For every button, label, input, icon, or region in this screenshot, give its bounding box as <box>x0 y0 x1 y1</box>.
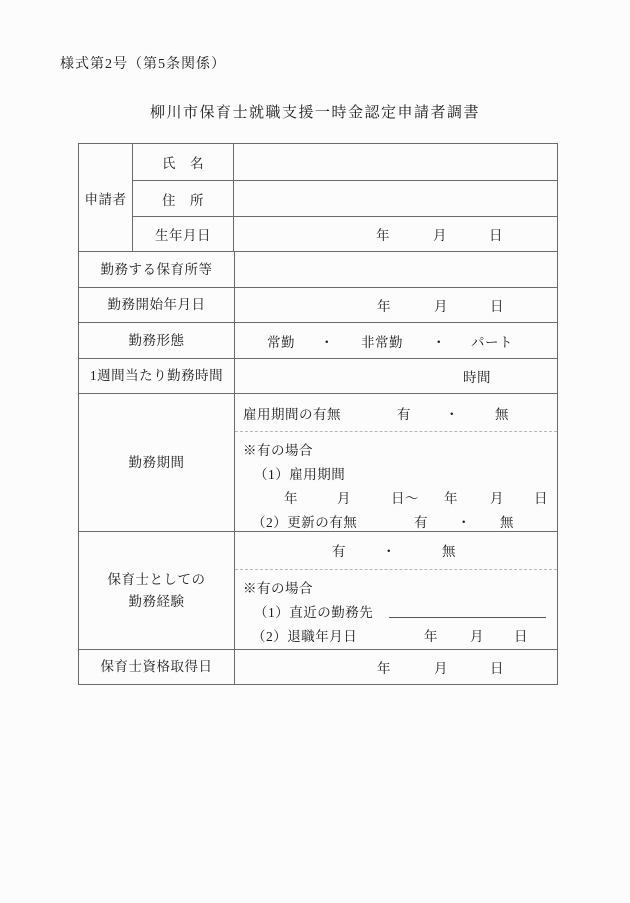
experience-detail-row <box>235 569 557 649</box>
separator-dot: ・ <box>382 544 396 560</box>
applicant-group-label: 申請者 <box>79 144 133 251</box>
period-item1-line <box>235 461 557 485</box>
weekly-hours-label: 1週間当たり勤務時間 <box>79 359 235 393</box>
no-label: 無 <box>495 406 509 422</box>
option-non-full-time: 非常勤 <box>361 334 403 350</box>
year-label: 年 <box>377 299 391 314</box>
experience-label-line2: 勤務経験 <box>128 593 185 609</box>
experience-row <box>79 531 557 649</box>
workplace-row <box>79 251 557 287</box>
experience-item2-line <box>235 623 557 647</box>
license-date-row <box>79 649 557 684</box>
weekly-hours-row <box>79 358 557 393</box>
period-item2-line <box>235 509 557 533</box>
period-date-range-line <box>235 485 557 509</box>
no-label: 無 <box>500 515 514 530</box>
name-value-cell <box>234 144 557 180</box>
day-label: 日 <box>534 491 548 506</box>
work-style-row <box>79 322 557 358</box>
birthdate-row <box>133 216 557 251</box>
month-label: 月 <box>490 491 504 506</box>
separator-dot: ・ <box>432 334 446 350</box>
address-row <box>133 180 557 216</box>
start-date-row <box>79 287 557 322</box>
form-number: 様式第2号（第5条関係） <box>60 57 226 72</box>
month-label: 月 <box>434 661 448 676</box>
yes-label: 有 <box>397 406 411 422</box>
no-label: 無 <box>442 544 456 560</box>
experience-if-yes-line <box>235 575 557 599</box>
name-row <box>133 144 557 180</box>
yes-label: 有 <box>332 544 346 560</box>
period-item1-label: （1）雇用期間 <box>254 467 346 482</box>
period-detail-cell <box>235 432 557 531</box>
birthdate-label: 生年月日 <box>133 217 234 251</box>
day-label: 日 <box>490 661 504 676</box>
year-label: 年 <box>377 661 391 676</box>
day-label: 日 <box>490 299 504 314</box>
option-part: パート <box>471 334 513 350</box>
experience-has-row <box>235 532 557 569</box>
recent-workplace-underline <box>389 616 546 618</box>
hours-unit-label: 時間 <box>463 370 491 385</box>
name-label: 氏 名 <box>133 144 234 180</box>
work-style-options-cell <box>235 323 557 358</box>
if-yes-note: ※有の場合 <box>243 580 313 596</box>
year-label: 年 <box>424 628 438 644</box>
applicant-section <box>79 144 557 251</box>
period-detail-row <box>235 431 557 531</box>
period-has-cell <box>235 394 557 431</box>
day-label: 日 <box>489 228 503 243</box>
option-full-time: 常勤 <box>267 334 295 350</box>
address-label: 住 所 <box>133 181 234 216</box>
experience-item2-label: （2）退職年月日 <box>252 628 358 644</box>
start-date-label: 勤務開始年月日 <box>79 288 235 322</box>
month-label: 月 <box>470 628 484 644</box>
if-yes-note: ※有の場合 <box>243 443 313 458</box>
workplace-label: 勤務する保育所等 <box>79 252 235 287</box>
yes-label: 有 <box>414 515 428 530</box>
birthdate-value-cell <box>234 217 557 251</box>
weekly-hours-value-cell <box>235 359 557 393</box>
start-date-value-cell <box>235 288 557 322</box>
year-label: 年 <box>284 491 298 506</box>
experience-label <box>79 532 235 649</box>
workplace-value-cell <box>235 252 557 287</box>
separator-dot: ・ <box>445 406 459 422</box>
experience-detail-cell <box>235 570 557 649</box>
year-label: 年 <box>376 228 390 243</box>
month-label: 月 <box>434 299 448 314</box>
form-table <box>78 143 558 685</box>
address-value-cell <box>234 181 557 216</box>
page-title: 柳川市保育士就職支援一時金認定申請者調書 <box>149 105 480 121</box>
day-label: 日 <box>514 628 528 644</box>
separator-dot: ・ <box>457 515 471 530</box>
year-label: 年 <box>444 491 458 506</box>
employment-period-label: 勤務期間 <box>79 394 235 531</box>
license-date-value-cell <box>235 650 557 684</box>
experience-item1-line <box>235 599 557 623</box>
period-has-label: 雇用期間の有無 <box>243 406 341 422</box>
period-item2-label: （2）更新の有無 <box>252 515 358 530</box>
day-to-label: 日～ <box>391 491 419 506</box>
license-date-label: 保育士資格取得日 <box>79 650 235 684</box>
period-has-row <box>235 394 557 431</box>
experience-item1-label: （1）直近の勤務先 <box>254 604 374 620</box>
work-style-label: 勤務形態 <box>79 323 235 358</box>
separator-dot: ・ <box>320 334 334 350</box>
employment-period-row <box>79 393 557 531</box>
experience-label-line1: 保育士としての <box>107 571 206 587</box>
period-if-yes-line <box>235 437 557 461</box>
month-label: 月 <box>433 228 447 243</box>
experience-has-cell <box>235 532 557 569</box>
month-label: 月 <box>337 491 351 506</box>
